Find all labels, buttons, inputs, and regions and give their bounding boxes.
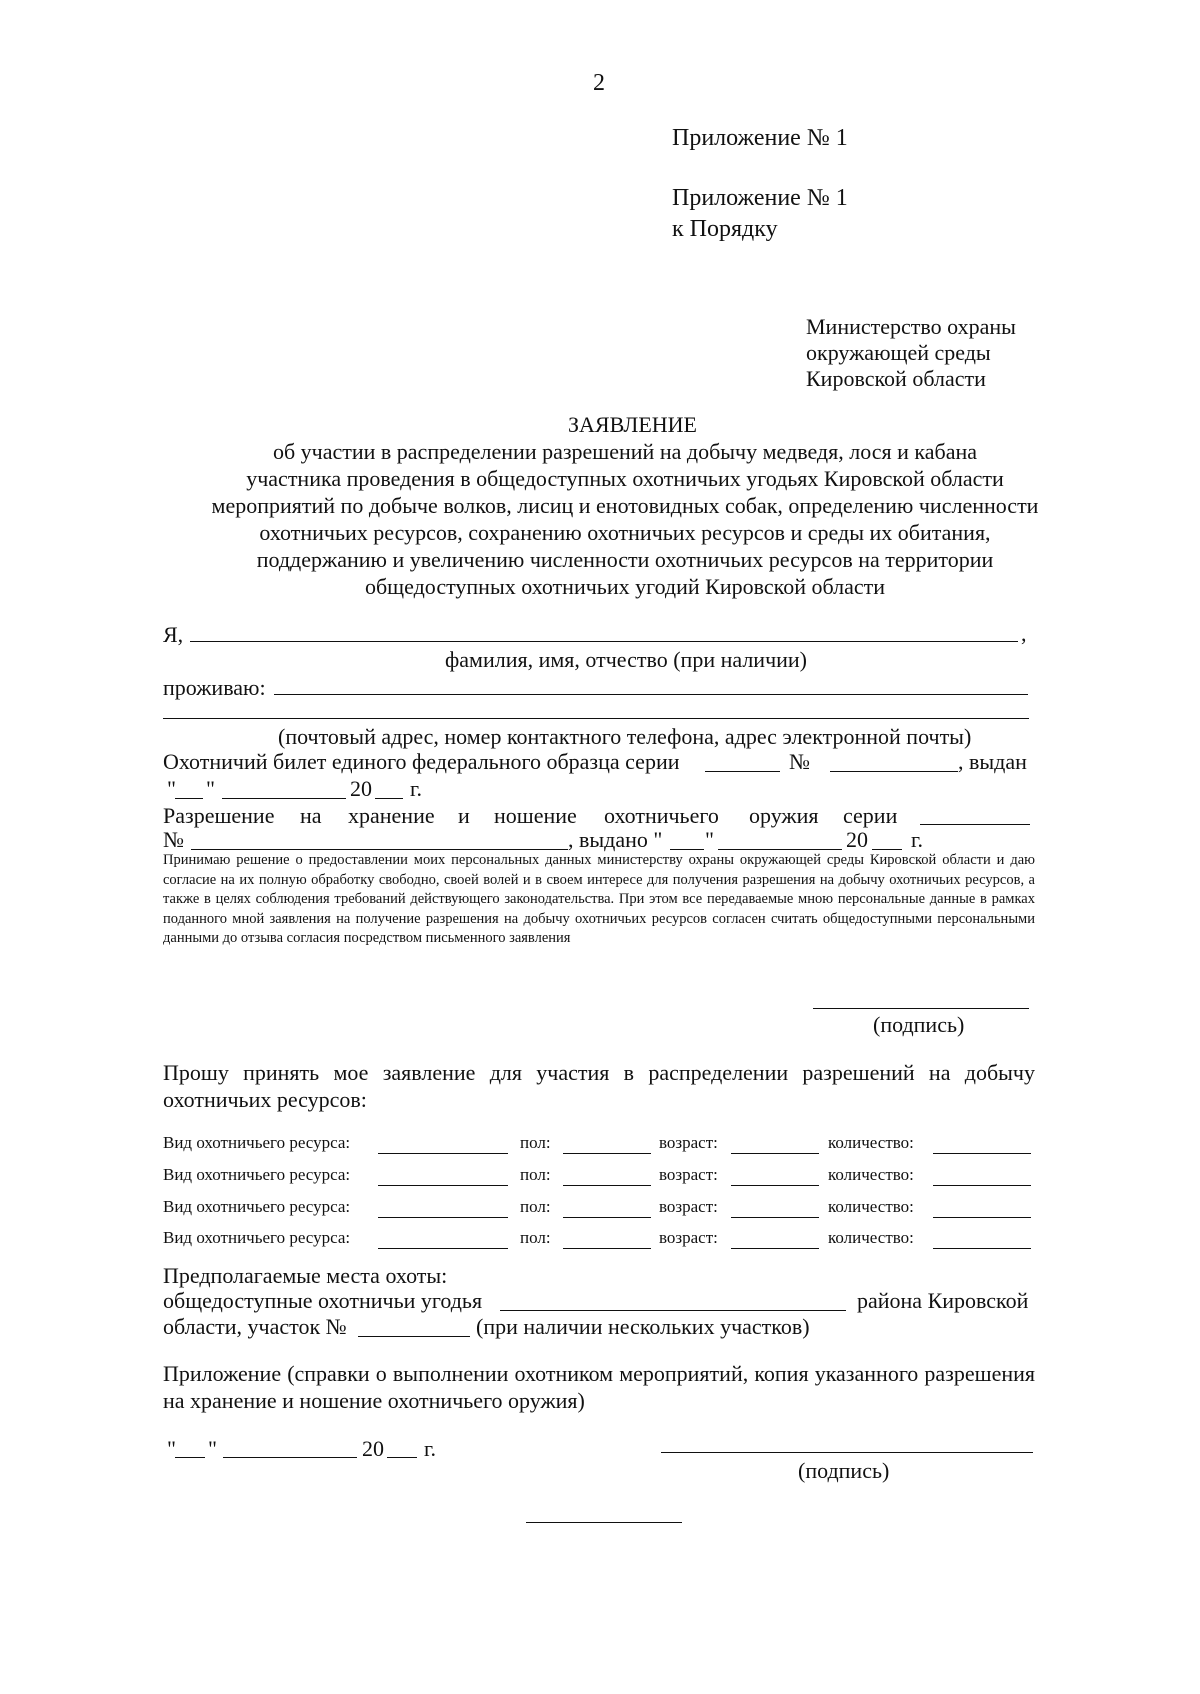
address-field-2[interactable]	[163, 718, 1029, 719]
permit-word: на	[300, 803, 322, 828]
appendix-heading-1: Приложение № 1	[672, 125, 848, 151]
resource-kind-label: Вид охотничьего ресурса:	[163, 1228, 351, 1247]
ticket-series-field[interactable]	[705, 771, 780, 772]
fio-comma: ,	[1021, 621, 1027, 646]
ticket-number-field[interactable]	[830, 771, 958, 772]
request-text: Прошу принять мое заявление для участия в распределении разрешений на добычу охотничьих ресурсов:	[163, 1060, 1035, 1112]
permit-year-suffix: г.	[911, 827, 924, 852]
permit-quote-close: "	[705, 827, 714, 852]
signature-field-1[interactable]	[813, 1008, 1029, 1009]
permit-month-field[interactable]	[718, 849, 842, 850]
permit-word: оружия	[749, 803, 819, 828]
ticket-year-field[interactable]	[375, 798, 403, 799]
permit-no-label: №	[163, 827, 184, 852]
ticket-day-field[interactable]	[175, 798, 203, 799]
resource-qty-field[interactable]	[933, 1248, 1031, 1249]
ticket-no-label: №	[789, 749, 810, 774]
places-line1-suffix: района Кировской	[857, 1288, 1029, 1313]
places-title: Предполагаемые места охоты:	[163, 1263, 448, 1288]
permit-year-field[interactable]	[872, 849, 902, 850]
resource-sex-label: пол:	[520, 1165, 551, 1184]
resource-sex-field[interactable]	[563, 1185, 651, 1186]
resource-age-label: возраст:	[659, 1133, 718, 1152]
addressee-line-3: Кировской области	[806, 366, 986, 391]
resource-age-label: возраст:	[659, 1228, 718, 1247]
document-title: ЗАЯВЛЕНИЕ	[568, 412, 697, 437]
resource-sex-field[interactable]	[563, 1217, 651, 1218]
permit-word: серии	[843, 803, 898, 828]
resource-sex-field[interactable]	[563, 1153, 651, 1154]
permit-word: хранение	[348, 803, 435, 828]
signature-label-2: (подпись)	[798, 1458, 890, 1483]
bottom-date-quote-close: "	[208, 1436, 217, 1461]
subtitle-line: мероприятий по добыче волков, лисиц и енотовидных собак, определению численности	[211, 493, 1039, 518]
resource-kind-field[interactable]	[378, 1248, 508, 1249]
bottom-month-field[interactable]	[223, 1457, 357, 1458]
resource-qty-field[interactable]	[933, 1217, 1031, 1218]
bottom-year-prefix: 20	[362, 1436, 384, 1461]
ticket-month-field[interactable]	[222, 798, 346, 799]
bottom-year-suffix: г.	[424, 1436, 437, 1461]
resource-age-label: возраст:	[659, 1197, 718, 1216]
fio-field[interactable]	[190, 641, 1018, 642]
resource-qty-label: количество:	[828, 1228, 914, 1247]
closing-divider	[526, 1522, 682, 1523]
addressee-line-2: окружающей среды	[806, 340, 991, 365]
page-number: 2	[593, 70, 605, 96]
appendix-heading-2: Приложение № 1	[672, 185, 848, 211]
resource-kind-field[interactable]	[378, 1153, 508, 1154]
places-district-field[interactable]	[500, 1310, 846, 1311]
ticket-label: Охотничий билет единого федерального образца серии	[163, 749, 680, 774]
resource-sex-label: пол:	[520, 1228, 551, 1247]
resource-kind-field[interactable]	[378, 1185, 508, 1186]
i-label: Я,	[163, 622, 184, 647]
places-line2-suffix: (при наличии нескольких участков)	[476, 1314, 810, 1339]
ticket-year-suffix: г.	[410, 776, 423, 801]
document-subtitle	[160, 438, 1090, 600]
consent-paragraph: Принимаю решение о предоставлении моих персональных данных министерству охраны окружающей среды Кировской области и даю согласие на их полную обработку свободно, своей волей и в своем интересе для получения разрешения на добычу охотничьих ресурсов, а также в целях соблюдения требований действующего законодательства. При этом все передаваемые мною персональные данные в рамках поданного мной заявления на получение разрешения на добычу охотничьих ресурсов согласен считать общедоступными персональными данными до отзыва согласия посредством письменного заявления	[163, 852, 1035, 947]
places-line2-label: области, участок №	[163, 1314, 347, 1339]
resource-kind-label: Вид охотничьего ресурса:	[163, 1133, 351, 1152]
resource-kind-label: Вид охотничьего ресурса:	[163, 1165, 351, 1184]
permit-word: ношение	[494, 803, 577, 828]
ticket-issued-label: , выдан	[958, 749, 1027, 774]
request-paragraph	[163, 1059, 1035, 1113]
bottom-date-quote-open: "	[167, 1436, 176, 1461]
subtitle-line: участника проведения в общедоступных охотничьих угодьях Кировской области	[246, 466, 1004, 491]
resource-age-field[interactable]	[731, 1248, 819, 1249]
address-hint: (почтовый адрес, номер контактного телефона, адрес электронной почты)	[278, 724, 972, 749]
permit-word: и	[458, 803, 470, 828]
resource-sex-label: пол:	[520, 1197, 551, 1216]
addressee-line-1: Министерство охраны	[806, 314, 1016, 339]
lives-label: проживаю:	[163, 675, 266, 700]
resource-age-field[interactable]	[731, 1153, 819, 1154]
resource-sex-field[interactable]	[563, 1248, 651, 1249]
resource-qty-field[interactable]	[933, 1185, 1031, 1186]
resource-qty-field[interactable]	[933, 1153, 1031, 1154]
resource-kind-label: Вид охотничьего ресурса:	[163, 1197, 351, 1216]
places-plot-field[interactable]	[358, 1336, 470, 1337]
resource-qty-label: количество:	[828, 1133, 914, 1152]
subtitle-line: поддержанию и увеличению численности охотничьих ресурсов на территории	[256, 547, 994, 572]
appendix-heading-2b: к Порядку	[672, 216, 778, 242]
subtitle-line: об участии в распределении разрешений на добычу медведя, лося и кабана	[272, 439, 978, 464]
attachment-paragraph	[163, 1360, 1035, 1414]
ticket-date-quote-open: "	[167, 776, 176, 801]
resource-age-field[interactable]	[731, 1217, 819, 1218]
permit-day-field[interactable]	[670, 849, 704, 850]
permit-word: охотничьего	[604, 803, 719, 828]
permit-number-field[interactable]	[191, 849, 568, 850]
ticket-year-prefix: 20	[350, 776, 372, 801]
places-line1-label: общедоступные охотничьи угодья	[163, 1288, 483, 1313]
signature-label-1: (подпись)	[873, 1012, 965, 1037]
address-field-1[interactable]	[274, 694, 1028, 695]
attachment-text: Приложение (справки о выполнении охотником мероприятий, копия указанного разрешения на хранение и ношение охотничьего оружия)	[163, 1361, 1035, 1413]
subtitle-line: общедоступных охотничьих угодий Кировской области	[364, 574, 886, 599]
resource-qty-label: количество:	[828, 1197, 914, 1216]
resource-age-field[interactable]	[731, 1185, 819, 1186]
signature-field-2[interactable]	[661, 1452, 1033, 1453]
resource-age-label: возраст:	[659, 1165, 718, 1184]
bottom-day-field[interactable]	[175, 1457, 205, 1458]
resource-sex-label: пол:	[520, 1133, 551, 1152]
permit-year-prefix: 20	[846, 827, 868, 852]
permit-series-field[interactable]	[920, 824, 1030, 825]
permit-issued-label: , выдано "	[568, 827, 663, 852]
bottom-year-field[interactable]	[387, 1457, 417, 1458]
resource-kind-field[interactable]	[378, 1217, 508, 1218]
ticket-date-quote-close: "	[206, 776, 215, 801]
fio-hint: фамилия, имя, отчество (при наличии)	[445, 647, 808, 672]
subtitle-line: охотничьих ресурсов, сохранению охотничьих ресурсов и среды их обитания,	[259, 520, 991, 545]
resource-qty-label: количество:	[828, 1165, 914, 1184]
permit-word: Разрешение	[163, 803, 275, 828]
